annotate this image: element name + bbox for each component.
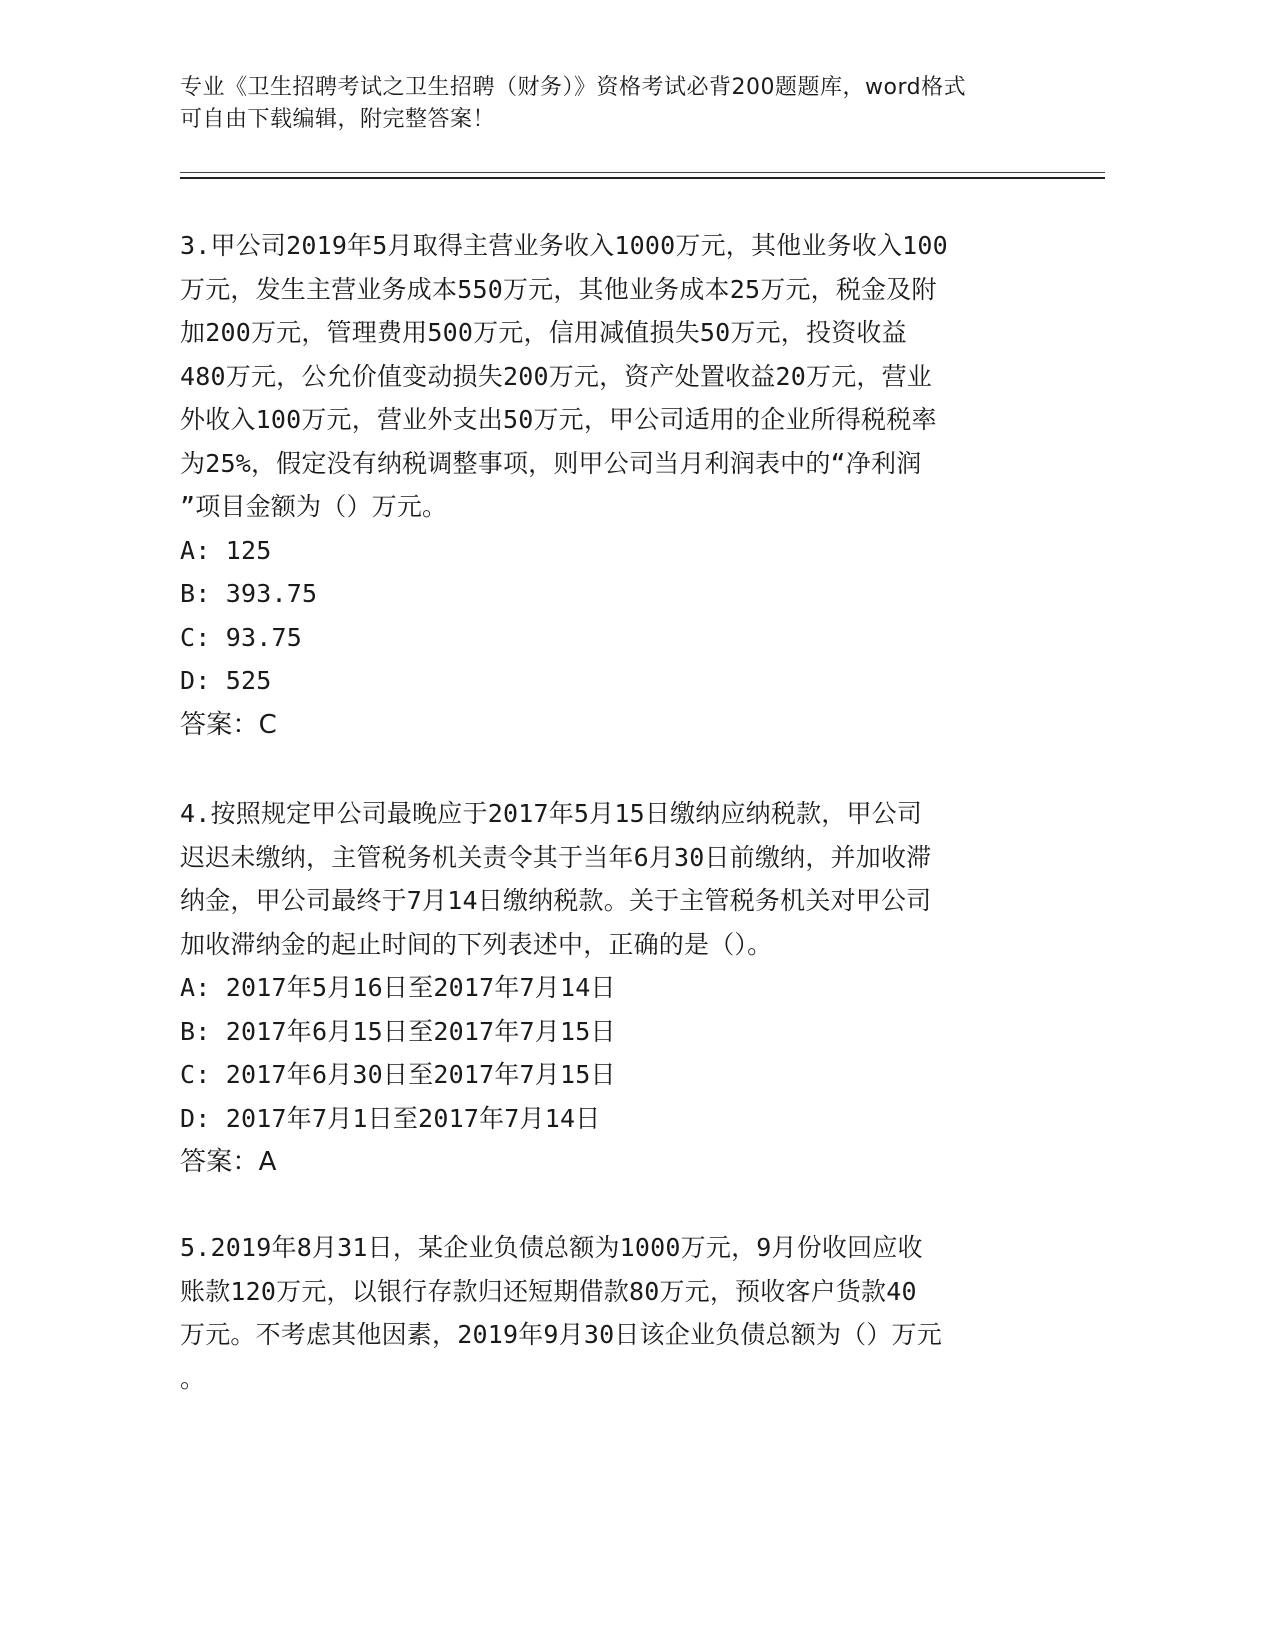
answer: 答案：A (180, 1147, 277, 1177)
option-c: C: 2017年6月30日至2017年7月15日 (180, 1060, 616, 1089)
option-c: C: 93.75 (180, 622, 303, 652)
option-b: B: 2017年6月15日至2017年7月15日 (180, 1016, 616, 1046)
header-line-2: 可自由下载编辑，附完整答案！ (180, 107, 496, 132)
option-d: D: 525 (180, 666, 272, 695)
question-text: 5.2019年8月31日，某企业负债总额为1000万元，9月份收回应收 账款120万元，以银行存款归还短期借款80万元，预收客户货款40 万元。不考虑其他因素，2019年9月30日该企业负债总额为（）万元 。 (180, 1233, 942, 1393)
question-4 (180, 792, 1060, 1184)
option-b: B: 393.75 (180, 579, 318, 608)
answer: 答案：C (180, 709, 277, 740)
question-text: 4.按照规定甲公司最晚应于2017年5月15日缴纳应纳税款，甲公司 迟迟未缴纳，主管税务机关责令其于当年6月30日前缴纳，并加收滞 纳金，甲公司最终于7月14日缴纳税款。关于主管税务机关对甲公司 加收滞纳金的起止时间的下列表述中，正确的是（）。 (180, 799, 932, 959)
header-divider-thick (180, 177, 1105, 179)
option-d: D: 2017年7月1日至2017年7月14日 (180, 1103, 601, 1133)
question-text: 3.甲公司2019年5月取得主营业务收入1000万元，其他业务收入100 万元，发生主营业务成本550万元，其他业务成本25万元，税金及附 加200万元，管理费用500万元，信用减值损失50万元，投资收益 480万元，公允价值变动损失200万元，资产处置收益20万元，营业 外收入100万元，营业外支出50万元，甲公司适用的企业所得税税率 为25%，假定没有纳税调整事项，则甲公司当月利润表中的“净利润 ”项目金额为（）万元。 (180, 231, 948, 521)
header-line-1: 专业《卫生招聘考试之卫生招聘（财务）》资格考试必背200题题库，word格式 (180, 75, 967, 100)
document-header (180, 72, 1060, 136)
question-3 (180, 224, 1060, 747)
question-5 (180, 1226, 1060, 1400)
option-a: A: 125 (180, 535, 272, 565)
header-divider-thin (180, 172, 1105, 173)
option-a: A: 2017年5月16日至2017年7月14日 (180, 973, 616, 1002)
